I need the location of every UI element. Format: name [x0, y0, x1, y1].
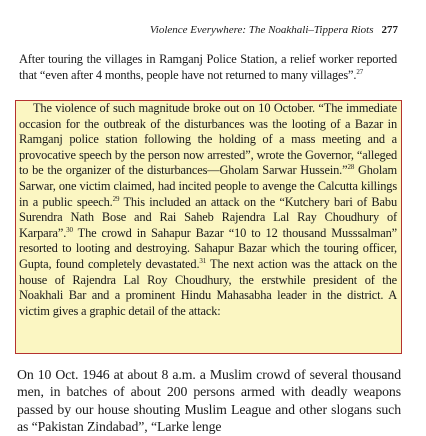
footnote-ref: 28 — [347, 163, 355, 172]
footnote-ref: 27 — [356, 67, 364, 76]
quote-text: On 10 Oct. 1946 at about 8 a.m. a Muslim crowd of several thousand men, in batches of about 200 persons armed with deadly weapons passed by our house shouting Muslim League and other slogans such as “Pakistan Zindabad”, “Larke lenge — [17, 367, 401, 435]
footnote-ref: 30 — [66, 225, 73, 234]
paragraph-segment: The next action was the attack on the house of Rajendra Lal Roy Choudhury, the erstwhile president of the Noakhali Bar and a prominent Hindu Mahasabha leader in the district. A victim gives a graphic detail of the attack: — [19, 256, 397, 318]
footnote-ref: 31 — [199, 256, 207, 265]
paragraph-segment: This included an attack on the “Kutchery bari of Babu Surendra Nath Bose and Rai Saheb Rajendra Lal Ray Choudhury of Karpara”. — [19, 194, 397, 240]
paragraph-segment: Gholam Sarwar, one victim claimed, had incited people to avenge the Calcutta killings in a public speech. — [19, 163, 397, 209]
footnote-ref: 29 — [112, 194, 120, 203]
block-quote-victim-testimony — [17, 366, 401, 436]
paragraph-relief-worker — [19, 52, 397, 83]
running-header-title: Violence Everywhere: The Noakhali–Tippera Riots — [149, 24, 374, 36]
running-header — [18, 22, 398, 38]
paragraph-segment: The violence of such magnitude broke out on 10 October. “The immediate occasion for the outbreak of the disturbances was the looting of a Bazar in Ramganj police station following the holding of a mass meeting and a provocative speech by the person now arrested”, wrote the Governor, “alleged to be the organizer of the disturbances—Gholam Sarwar Hussein.” — [19, 101, 397, 178]
page-number: 277 — [381, 24, 398, 36]
paragraph-segment: The crowd in Sahapur Bazar “10 to 12 thousand Musssalman” resorted to looting and destroying. Sahapur Bazar which the touring officer, Gupta, found completely devastated. — [19, 225, 397, 271]
paragraph-text: After touring the villages in Ramganj Police Station, a relief worker reported that “even after 4 months, people have not returned to many villages”. — [19, 52, 397, 82]
paragraph-violence-outbreak — [19, 101, 397, 319]
